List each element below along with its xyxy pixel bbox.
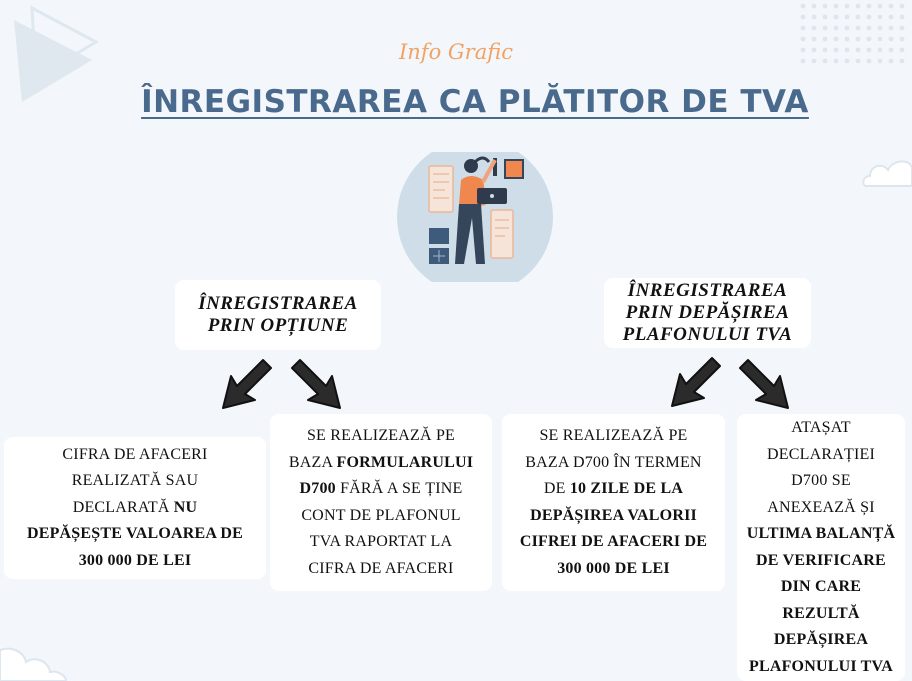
box-text-line [747, 627, 895, 654]
text: SE REALIZEAZĂ PE [306, 427, 456, 444]
text: TVA RAPORTAT LA [309, 533, 453, 550]
box-text-line [289, 556, 473, 583]
bold-text: NU [173, 498, 198, 516]
bold-text: 300 000 DE LEI [557, 559, 670, 577]
text: REALIZATĂ SAU [71, 472, 199, 490]
heading-threshold [604, 278, 811, 348]
heading-threshold-line: PLAFONULUI TVA [622, 324, 793, 345]
box-text-line [289, 423, 473, 450]
box-text-line [747, 442, 895, 469]
bold-text: FORMULARULUI [336, 453, 474, 471]
bold-text: DEPĂȘIREA VALORII [530, 506, 697, 524]
box-optional-condition [4, 437, 266, 579]
text: BAZA D700 ÎN TERMEN [525, 453, 702, 471]
box-text-line [747, 601, 895, 628]
cloud-decoration [0, 630, 70, 681]
bold-text: PLAFONULUI TVA [748, 657, 893, 675]
box-text-line [520, 529, 707, 556]
text: ATAȘAT [791, 419, 851, 436]
box-text-line [289, 529, 473, 556]
arrow-down-right-icon [736, 356, 796, 412]
box-text-line [27, 495, 243, 522]
heading-threshold-line: ÎNREGISTRAREA [627, 280, 788, 301]
box-text [27, 442, 243, 575]
text: DECLARAȚIEI [767, 445, 875, 463]
subtitle: Info Grafic [398, 40, 513, 64]
bold-text: DE VERIFICARE [756, 551, 886, 569]
bold-text: DEPĂȘEȘTE VALOAREA DE [26, 525, 244, 543]
heading-threshold-line: PRIN DEPĂȘIREA [625, 302, 790, 323]
box-text-line [747, 495, 895, 522]
box-text-line [747, 415, 895, 442]
box-text [520, 423, 707, 582]
heading-option [175, 280, 381, 350]
box-text-line [289, 476, 473, 503]
box-text-line [27, 468, 243, 495]
box-text-line [747, 654, 895, 681]
box-text-line [27, 548, 243, 575]
bold-text: ULTIMA BALANȚĂ [746, 525, 896, 542]
text: FĂRĂ A SE ȚINE [335, 480, 463, 497]
box-text-line [27, 521, 243, 548]
text: ANEXEAZĂ ȘI [767, 498, 875, 516]
bold-text: DEPĂȘIREA [773, 631, 869, 648]
bold-text: DIN CARE [780, 578, 862, 595]
person-laptop-illustration [395, 152, 555, 282]
text: CIFRA DE AFACERI [308, 559, 454, 577]
text: D700 SE [791, 472, 851, 489]
bold-text: D700 [299, 480, 336, 497]
bold-text: REZULTĂ [782, 604, 860, 622]
box-text-line [27, 442, 243, 469]
box-text-line [520, 476, 707, 503]
arrow-down-right-icon [288, 356, 348, 412]
box-threshold-procedure [502, 414, 725, 591]
box-text-line [520, 423, 707, 450]
bold-text: 300 000 DE LEI [78, 551, 192, 569]
box-text-line [289, 450, 473, 477]
text: BAZA [288, 453, 337, 471]
arrow-down-left-icon [215, 356, 275, 412]
box-text-line [747, 468, 895, 495]
text: DE [543, 480, 570, 497]
box-text [747, 415, 895, 680]
bold-text: CIFREI DE AFACERI DE [519, 533, 708, 550]
box-text-line [289, 503, 473, 530]
arrow-down-left-icon [664, 354, 724, 410]
box-text-line [747, 548, 895, 575]
page-title: ÎNREGISTRAREA CA PLĂTITOR DE TVA [141, 84, 809, 120]
box-text-line [520, 556, 707, 583]
text: SE REALIZEAZĂ PE [539, 427, 688, 444]
box-threshold-attachment [737, 414, 905, 681]
heading-option-line: ÎNREGISTRAREA [198, 293, 358, 314]
cloud-decoration [860, 140, 912, 192]
text: CIFRA DE AFACERI [62, 445, 208, 463]
box-text-line [747, 574, 895, 601]
box-optional-procedure [270, 414, 492, 591]
box-text-line [747, 521, 895, 548]
box-text-line [520, 503, 707, 530]
heading-option-line: PRIN OPȚIUNE [207, 315, 349, 336]
bold-text: 10 ZILE DE LA [569, 480, 684, 497]
text: DECLARATĂ [72, 498, 174, 516]
box-text [289, 423, 473, 582]
text: CONT DE PLAFONUL [301, 506, 461, 524]
box-text-line [520, 450, 707, 477]
